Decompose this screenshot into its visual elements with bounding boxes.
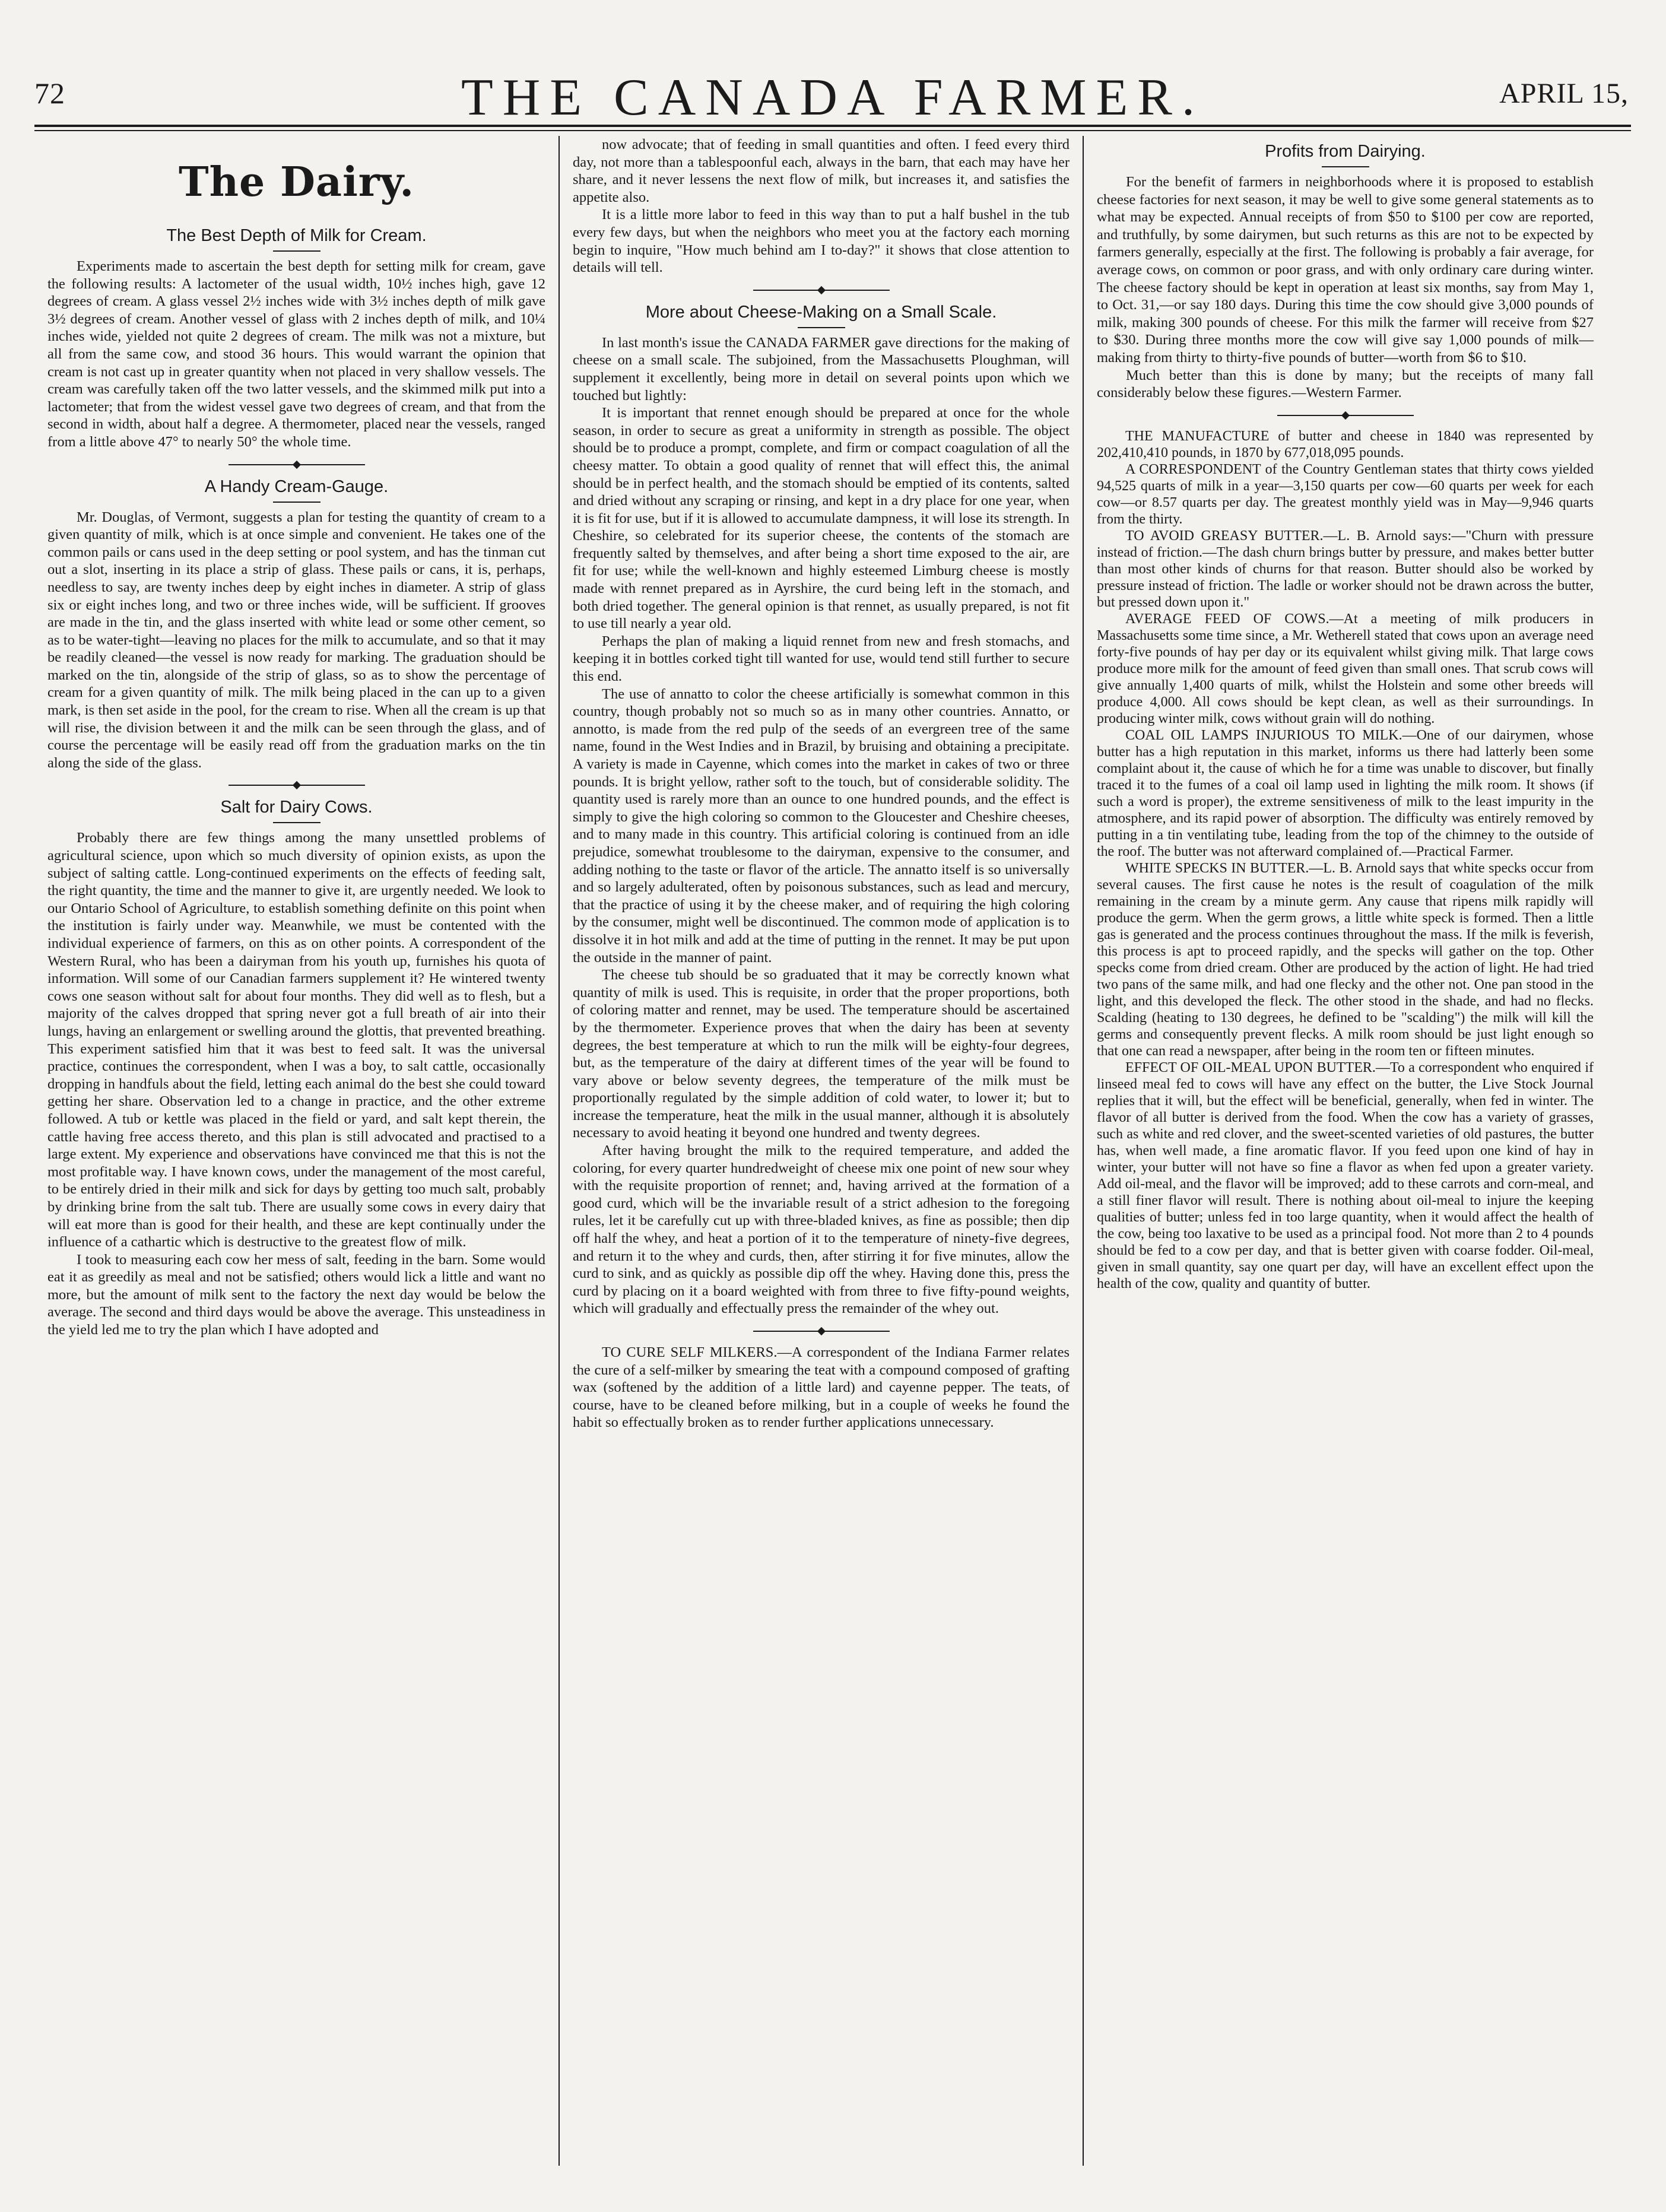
article-paragraph: After having brought the milk to the required temperature, and added the coloring, for every quarter hundredweight of cheese mix one point of new sour whey with the requisite proportion of rennet; and, having arrived at the formation of a good curd, which will be the invariable result of a strict adhesion to the foregoing rules, let it be carefully cut up with three-bladed knives, as fine as possible; then dip off half the whey, and heat a portion of it to the temperature of ninety-five degrees, and return it to the whey and curds, then, after stirring it for five minutes, allow the curd to sink, and as quickly as possible dip off the whey. Having done this, press the curd by placing on it a board weighted with from three to five fifty-pound weights, which will gradually and effectually press the remainder of the whey out. xyxy=(573,1143,1070,1317)
article-paragraph: Experiments made to ascertain the best depth for setting milk for cream, gave the following results: A lactometer of the usual width, 10½ inches high, gave 12 degrees of cream. A glass vessel 2½ inches wide with 3½ inches depth of milk gave 3½ degrees of cream. Another vessel of glass with 2 inches depth of milk, and 10¼ inches wide, yielded not quite 2 degrees of cream. The milk was not a mixture, but all from the same cow, and stood 36 hours. This would warrant the opinion that cream is not cast up in greater quantity when not placed in very shallow vessels. The cream was carefully taken off the two latter vessels, and the skimmed milk put into a lactometer; that from the widest vessel gave two degrees of cream, and that from the second in width, about half a degree. A thermometer, placed near the vessels, ranged from a little above 47° to nearly 50° the whole time. xyxy=(47,258,545,450)
article-paragraph: now advocate; that of feeding in small quantities and often. I feed every third day, not more than a tablespoonful each, always in the barn, that each may have her share, and it never lessens the next flow of milk, but increases it, and satisfies the appetite also. xyxy=(573,137,1070,205)
article-title: More about Cheese-Making on a Small Scale. xyxy=(645,302,997,322)
article-paragraph: AVERAGE FEED OF COWS.—At a meeting of milk producers in Massachusetts some time since, a Mr. Wetherell stated that cows upon an average need forty-five pounds of hay per day or its equivalent whilst giving milk. That large cows produce more milk for the amount of feed given than small ones. That scrub cows will give annually 1,400 quarts of milk, whilst the Holstein and some other breeds will produce 4,000. All cows should be kept clean, as well as their surroundings. In producing winter milk, cows without grain will do nothing. xyxy=(1097,611,1594,726)
article-paragraph: It is a little more labor to feed in this way than to put a half bushel in the tub every few days, but when the neighbors who meet you at the factory each morning begin to inquire, "How much behind am I to-day?" it shows that close attention to details will tell. xyxy=(573,207,1070,276)
page-columns xyxy=(34,136,1631,2166)
article-paragraph: Much better than this is done by many; but the receipts of many fall considerably below these figures.—Western Farmer. xyxy=(1097,367,1594,401)
page-number: 72 xyxy=(34,77,65,110)
newspaper-page xyxy=(34,65,1631,2178)
article-paragraph: COAL OIL LAMPS INJURIOUS TO MILK.—One of our dairymen, whose butter has a high reputation in this market, informs us there had latterly been some complaint about it, the cause of which he for a time was unable to discover, but finally traced it to the fumes of a coal oil lamp used in lighting the milk room. It shows (if such a word is proper), the extreme sensitiveness of milk to the least impurity in the atmosphere, and its rapid power of absorption. The difficulty was entirely removed by putting in a tin ventilating tube, leading from the top of the chimney to the outside of the roof. The butter was not afterward complained of.—Practical Farmer. xyxy=(1097,727,1594,859)
article-paragraph: The use of annatto to color the cheese artificially is somewhat common in this country, though probably not so much so as in many other countries. Annatto, or annotto, is made from the red pulp of the seeds of an evergreen tree of the same name, found in the West Indies and in Brazil, by bruising and obtaining a precipitate. A variety is made in Cayenne, which comes into the market in cakes of two or three pounds. It is bright yellow, rather soft to the touch, but of considerable solidity. The quantity used is rarely more than an ounce to one hundred pounds, and the effect is simply to give the high coloring so common to the Gloucester and Cheshire cheeses, and to many made in this country. This artificial coloring is continued from an idle prejudice, somewhat troublesome to the dairyman, expensive to the consumer, and adding nothing to the taste or flavor of the article. The annatto itself is so universally and so largely adulterated, often by poisonous substances, such as lead and mercury, that the practice of using it by the cheese maker, and of requiring the high coloring by the consumer, might well be discontinued. The common mode of application is to dissolve it in hot milk and add at the time of putting in the rennet. It may be put upon the outside in the manner of paint. xyxy=(573,686,1070,966)
article-separator xyxy=(1277,415,1414,416)
article-title: Salt for Dairy Cows. xyxy=(220,798,373,817)
article-paragraph: In last month's issue the CANADA FARMER gave directions for the making of cheese on a small scale. The subjoined, from the Massachusetts Ploughman, will supplement it excellently, being more in detail on several points upon which we touched but lightly: xyxy=(573,334,1070,404)
article xyxy=(47,226,545,451)
title-rule xyxy=(1322,166,1369,167)
article xyxy=(573,136,1070,277)
issue-date: APRIL 15, xyxy=(1499,78,1629,109)
article-paragraph: Probably there are few things among the many unsettled problems of agricultural science, upon which so much diversity of opinion exists, as upon the subject of salting cattle. Long-continued experiments on the effects of feeding salt, the right quantity, the time and the manner to give it, are urgently needed. We look to our Ontario School of Agriculture, to establish something definite on this point when the institution is fairly under way. Meanwhile, we must be contented with the individual experience of farmers, on this as on other points. A correspondent of the Western Rural, who has been a dairyman from his youth up, furnishes his quota of information. Will some of our Canadian farmers supplement it? He wintered twenty cows one season without salt for about four months. They did well as to flesh, but a majority of the calves dropped that spring never got a full breath of air into their lungs, having an enlargement or swelling around the glottis, that prevented breathing. This experiment satisfied him that it was best to feed salt. It was the universal practice, continues the correspondent, when I was a boy, to salt cattle, occasionally dropping in handfuls about the field, letting each animal do the best she could toward getting her share. Observation led to a change in practice, and the other extreme followed. A tub or kettle was placed in the field or yard, and salt kept therein, the cattle having free access thereto, and this plan is still advocated and practised to a large extent. My experience and observations have convinced me that this is not the most profitable way. I have known cows, under the management of the most careful, to be entirely dried in their milk and sick for days by getting too much salt, probably by drinking brine from the salt tub. There are usually some cows in every dairy that will eat more than is good for their health, and these are kept continually under the influence of a cathartic which is destructive to the greatest flow of milk. xyxy=(47,830,545,1251)
title-rule xyxy=(273,822,320,823)
title-rule xyxy=(798,327,845,328)
article xyxy=(47,798,545,1338)
article-separator xyxy=(753,1331,890,1332)
article-paragraph: TO CURE SELF MILKERS.—A correspondent of the Indiana Farmer relates the cure of a self-milker by smearing the teat with a compound composed of grafting wax (softened by the addition of a little lard) and cayenne pepper. The teats, of course, have to be cleaned before milking, but in a couple of weeks he found the habit so effectually broken as to render further applications unnecessary. xyxy=(573,1344,1070,1431)
article-separator xyxy=(229,464,365,465)
article-paragraph: EFFECT OF OIL-MEAL UPON BUTTER.—To a correspondent who enquired if linseed meal fed to cows will have any effect on the butter, the Live Stock Journal replies that it will, but the effect will be beneficial, generally, when fed in winter. The flavor of all butter is derived from the food. When the cow has a variety of grasses, such as white and red clover, and the sweet-scented varieties of old pastures, the butter has, when well made, a fine aromatic flavor. If you feed upon one kind of hay in winter, your butter will not have so fine a flavor as when fed upon a greater variety. Add oil-meal, and the flavor will be improved; add to these carrots and corn-meal, and a still finer flavor will result. There is nothing about oil-meal to injure the keeping qualities of butter; unless fed in too large quantity, when it would affect the health of the cow, being too laxative to be used as a principal food. Not more than 2 to 4 pounds should be fed to a cow per day, and that is better given with coarse fodder. Oil-meal, given in small quantity, say one quart per day, will have an excellent effect upon the health of the cow, quality and quantity of butter. xyxy=(1097,1059,1594,1291)
article-paragraph: Mr. Douglas, of Vermont, suggests a plan for testing the quantity of cream to a given quantity of milk, which is at once simple and convenient. He takes one of the common pails or cans used in the deep setting or pool system, and has the tinman cut out a slot, inserting in its place a strip of glass. These pails or cans, it is, perhaps, needless to say, are twenty inches deep by eight inches in diameter. A strip of glass six or eight inches long, and two or three inches wide, will be sufficient. If grooves are made in the tin, and the glass inserted with white lead or some other cement, so as to be water-tight—leaving no places for the milk to accumulate, and so that it may be readily cleaned—the vessel is now ready for marking. The graduation should be marked on the tin, alongside of the strip of glass, so as to show the percentage of cream for a given quantity of milk. The milk being placed in the can up to a given mark, is then set aside in the pool, for the cream to rise. When all the cream is up that will rise, the division between it and the milk can be seen through the glass, and of course the percentage will be easily read off from the graduation marks on the tin along the side of the glass. xyxy=(47,509,545,771)
article-title: The Best Depth of Milk for Cream. xyxy=(166,226,427,245)
article-paragraph: Perhaps the plan of making a liquid rennet from new and fresh stomachs, and keeping it in bottles corked tight till wanted for use, would tend still further to secure this end. xyxy=(573,633,1070,685)
masthead xyxy=(34,65,1631,125)
newspaper-title: THE CANADA FARMER. xyxy=(461,69,1204,126)
column-2 xyxy=(558,136,1083,2166)
column-3 xyxy=(1083,136,1607,2166)
article-separator xyxy=(753,290,890,291)
article xyxy=(1097,142,1594,402)
title-rule xyxy=(273,250,320,252)
article-separator xyxy=(229,785,365,786)
article-paragraph: WHITE SPECKS IN BUTTER.—L. B. Arnold says that white specks occur from several causes. The first cause he notes is the result of coagulation of the milk remaining in the cream by a minute germ. Any cause that ripens milk rapidly will produce the germ. When the germ grows, a little white speck is formed. Then a little gas is generated and the process continues throughout the mass. If the milk is feverish, this process is apt to proceed rapidly, and the specks will gather on the top. Other specks come from dried cream. Other are produced by the action of light. He had tried two pans of the same milk, and had one flecky and the other not. One pan stood in the light, and this developed the fleck. The other stood in the shade, and had no flecks. Scalding (heating to 130 degrees, he defined to be "scalding") the milk will kill the germs and consequently prevent flecks. A milk room should be just light enough so that one can read a newspaper, after being in the room ten or fifteen minutes. xyxy=(1097,860,1594,1059)
column-1 xyxy=(34,136,558,2166)
article xyxy=(47,477,545,772)
article-paragraph: The cheese tub should be so graduated that it may be correctly known what quantity of milk is used. This is requisite, in order that the proper proportions, both of coloring matter and rennet, may be used. The temperature should be ascertained by the thermometer. Experience proves that when the dairy has been at seventy degrees, the best temperature at which to run the milk will be eighty-four degrees, but, as the temperature of the dairy at different times of the year will be found to vary above or below seventy degrees, the temperature of the milk must be proportionally regulated by the simple addition of cold water, to lower it; but to increase the temperature, heat the milk in the usual manner, although it is absolutely necessary to avoid heating it beyond one hundred and twenty degrees. xyxy=(573,967,1070,1141)
article-paragraph: It is important that rennet enough should be prepared at once for the whole season, in order to secure as great a uniformity in strength as possible. The object should be to produce a prompt, complete, and firm or compact coagulation of all the cheesy matter. To obtain a good quality of rennet that will effect this, the animal should be in perfect health, and the stomach should be emptied of its contents, salted and dried without any scraping or rinsing, and kept in a dry place for one year, when it is fit for use, but if it is allowed to accumulate dampness, it will lose its strength. In Cheshire, so celebrated for its superior cheese, the contents of the stomach are frequently salted by themselves, and after being a short time exposed to the air, are fit for use; while the well-known and highly esteemed Limburg cheese is mostly made with rennet prepared as in Ayrshire, the curd being left in the stomach, and both dried together. The general opinion is that rennet, as usually prepared, is not fit to use till nearly a year old. xyxy=(573,405,1070,632)
article-paragraph: TO AVOID GREASY BUTTER.—L. B. Arnold says:—"Churn with pressure instead of friction.—The dash churn brings butter by pressure, and makes better butter than most other kinds of churns for that reason. Butter should also be worked by pressure instead of friction. The ladle or worker should not be drawn across the butter, but pressed down upon it." xyxy=(1097,528,1594,610)
title-rule xyxy=(273,502,320,503)
section-title: The Dairy. xyxy=(178,158,415,206)
article-paragraph: A CORRESPONDENT of the Country Gentleman states that thirty cows yielded 94,525 quarts of milk in a year—3,150 quarts per cow—60 quarts per week for each cow—or 8.57 quarts per day. The greatest monthly yield was in May—9,946 quarts from the thirty. xyxy=(1097,461,1594,527)
article xyxy=(573,1344,1070,1432)
article-paragraph: THE MANUFACTURE of butter and cheese in 1840 was represented by 202,410,410 pounds, in 1870 by 677,018,095 pounds. xyxy=(1097,428,1594,461)
article xyxy=(573,303,1070,1318)
article-paragraph: I took to measuring each cow her mess of salt, feeding in the barn. Some would eat it as greedily as meal and not be satisfied; others would lick a little and want no more, but the amount of milk sent to the factory the next day would be below the average. The second and third days would be above the average. This unsteadiness in the yield led me to try the plan which I have adopted and xyxy=(47,1251,545,1338)
article-title: A Handy Cream-Gauge. xyxy=(204,477,389,496)
article-title: Profits from Dairying. xyxy=(1265,142,1426,161)
article xyxy=(1097,428,1594,1292)
article-paragraph: For the benefit of farmers in neighborhoods where it is proposed to establish cheese factories for next season, it may be well to give some general statements as to what may be expected. Annual receipts of from $50 to $100 per cow are reported, and truthfully, by some dairymen, but such returns as this are not to be expected by farmers generally, especially at the first. The following is probably a fair average, for average cows, on common or poor grass, and with only ordinary care during winter. The cheese factory should be kept in operation at least six months, say from May 1, to Oct. 31,—or say 180 days. During this time the cow should give 3,000 pounds of milk, making 300 pounds of cheese. For this milk the farmer will receive from $27 to $30. During three months more the cow will give say 1,000 pounds of milk—making from thirty to thirty-five pounds of butter—worth from $6 to $10. xyxy=(1097,174,1594,366)
